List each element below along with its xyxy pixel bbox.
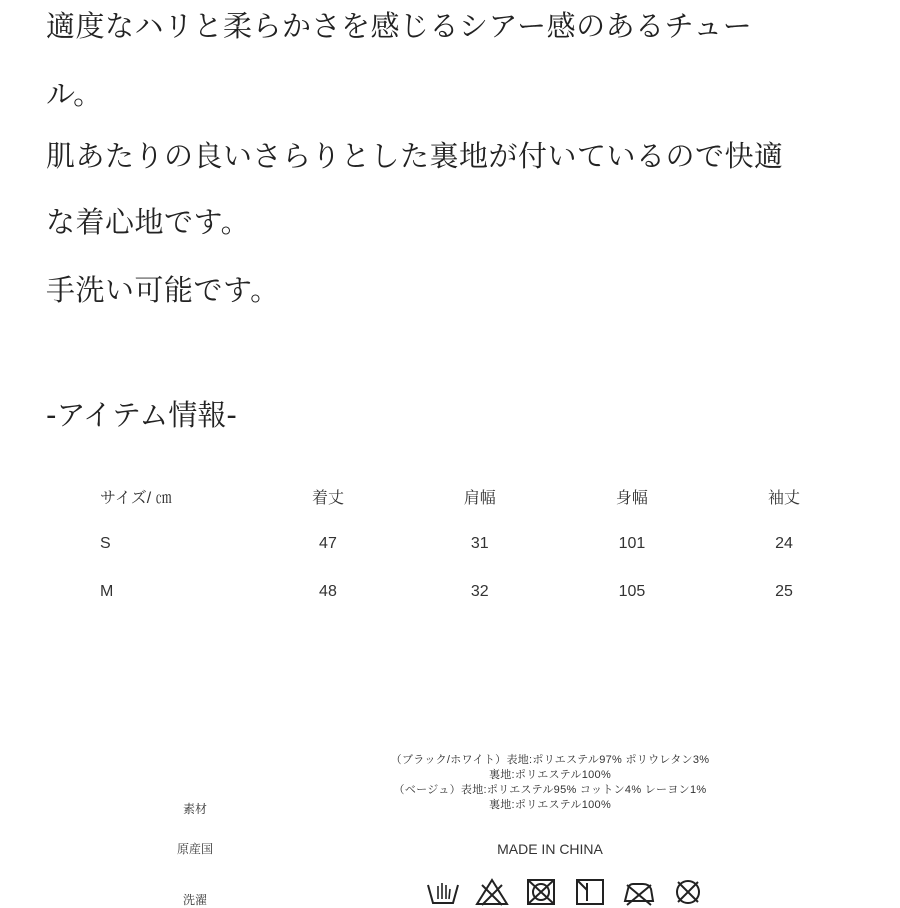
table-cell: 105 xyxy=(618,583,646,600)
low-iron-icon xyxy=(621,877,657,907)
table-cell: 48 xyxy=(319,583,337,600)
table-cell: 31 xyxy=(470,535,489,552)
table-cell: 47 xyxy=(319,535,337,552)
table-header-cell: 袖丈 xyxy=(768,489,801,507)
table-cell: M xyxy=(100,583,114,600)
table-header-cell: サイズ/ ㎝ xyxy=(100,489,172,507)
table-header-cell: 身幅 xyxy=(615,489,648,507)
material-line: （ベージュ）表地:ポリエステル95% コットン4% レーヨン1% xyxy=(393,784,707,796)
table-cell: 25 xyxy=(775,583,793,600)
material-line: （ブラック/ホワイト）表地:ポリエステル97% ポリウレタン3% xyxy=(390,754,710,766)
description-line: 適度なハリと柔らかさを感じるシアー感のあるチュー xyxy=(46,9,753,43)
material-line: 裏地:ポリエステル100% xyxy=(488,799,612,811)
description-line: な着心地です。 xyxy=(46,205,251,239)
care-label: 洗濯 xyxy=(182,893,207,907)
no-bleach-icon xyxy=(474,877,510,907)
no-tumble-dry-icon xyxy=(523,877,559,907)
origin-label: 原産国 xyxy=(176,842,213,856)
table-cell: 32 xyxy=(470,583,489,600)
line-dry-shade-icon xyxy=(572,877,608,907)
table-header-cell: 肩幅 xyxy=(463,489,496,507)
table-cell: 24 xyxy=(775,535,793,552)
description-line: 肌あたりの良いさらりとした裏地が付いているので快適 xyxy=(46,139,784,173)
item-info-heading: -アイテム情報- xyxy=(46,398,237,432)
table-header-cell: 着丈 xyxy=(311,489,344,507)
table-cell: S xyxy=(100,535,111,552)
table-row xyxy=(60,568,860,616)
material-value xyxy=(340,753,760,813)
table-cell: 101 xyxy=(618,535,646,552)
hand-wash-icon xyxy=(425,877,461,907)
material-label: 素材 xyxy=(182,802,207,816)
origin-value: MADE IN CHINA xyxy=(497,841,603,857)
care-icons xyxy=(425,877,706,907)
table-row xyxy=(60,520,860,568)
table-header-row xyxy=(60,472,860,520)
description-line: ル。 xyxy=(46,77,103,111)
description-line: 手洗い可能です。 xyxy=(46,273,280,307)
size-table xyxy=(60,472,860,616)
no-dry-clean-icon xyxy=(670,877,706,907)
material-line: 裏地:ポリエステル100% xyxy=(488,769,612,781)
